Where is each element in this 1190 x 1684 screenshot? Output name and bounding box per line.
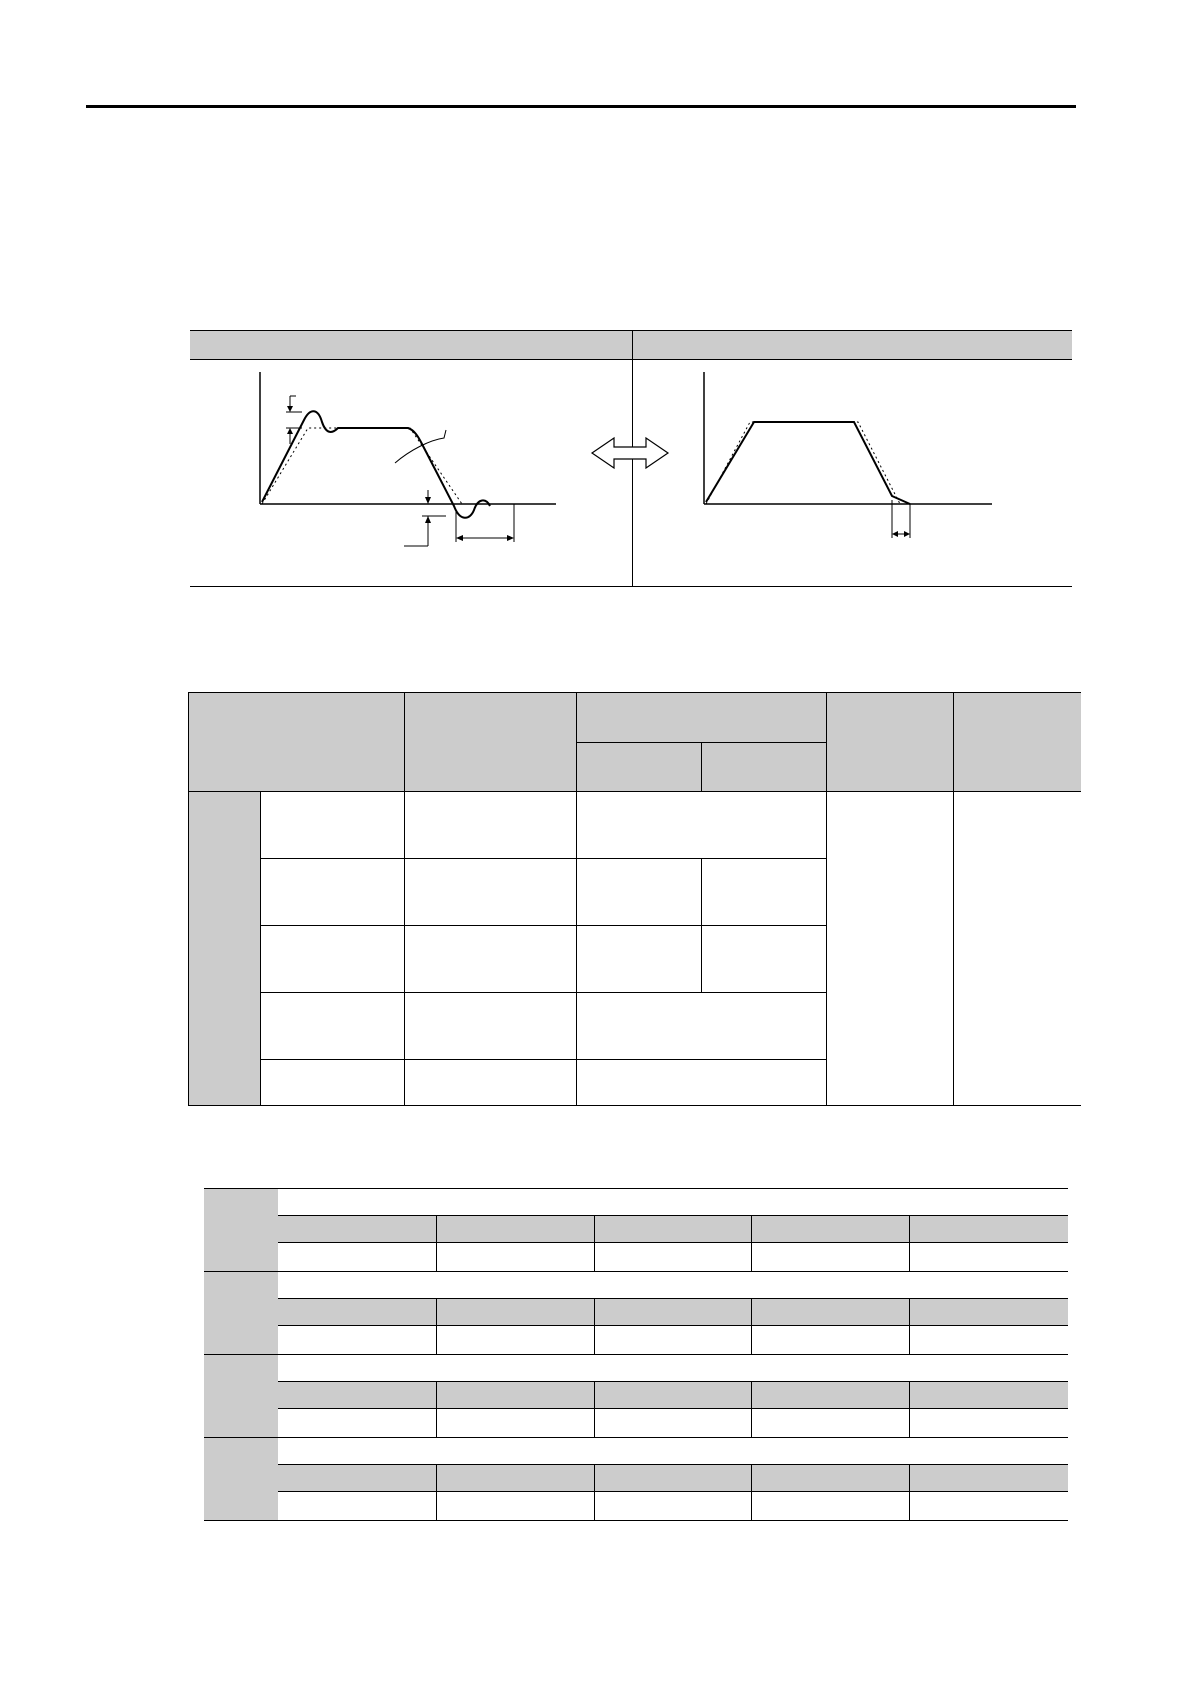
figure-table bbox=[190, 330, 1072, 590]
group-label bbox=[204, 1188, 278, 1272]
row-2-setting-b bbox=[702, 859, 827, 926]
parameter-group-3 bbox=[204, 1354, 1068, 1438]
header-reference bbox=[954, 693, 1081, 792]
header-rule bbox=[86, 105, 1076, 108]
group-label bbox=[204, 1271, 278, 1355]
overshoot-response-graph bbox=[190, 330, 632, 586]
row-3-setting-a bbox=[577, 926, 702, 993]
row-4-setting bbox=[577, 993, 827, 1060]
row-3-param bbox=[405, 926, 577, 993]
reference-curve bbox=[262, 428, 462, 504]
header-setting-b bbox=[702, 743, 827, 792]
row-1-param bbox=[405, 792, 577, 859]
parameter-group-1 bbox=[204, 1188, 1068, 1272]
parameter-group-2 bbox=[204, 1271, 1068, 1355]
header-parameter bbox=[405, 693, 577, 792]
comparison-table bbox=[188, 692, 1081, 1106]
row-2-setting-a bbox=[577, 859, 702, 926]
reference-curve bbox=[706, 422, 900, 504]
response-curve bbox=[706, 422, 910, 504]
row-3-setting-b bbox=[702, 926, 827, 993]
row-group-label bbox=[189, 792, 261, 1106]
group-column-headers bbox=[278, 1381, 1068, 1409]
header-category bbox=[827, 693, 954, 792]
header-item bbox=[189, 693, 405, 792]
reference-cell bbox=[954, 792, 1081, 1106]
row-2-name bbox=[261, 859, 405, 926]
group-column-headers bbox=[278, 1464, 1068, 1492]
row-5-name bbox=[261, 1060, 405, 1106]
smooth-response-graph bbox=[632, 330, 1072, 586]
row-3-name bbox=[261, 926, 405, 993]
group-column-headers bbox=[278, 1298, 1068, 1326]
header-setting-a bbox=[577, 743, 702, 792]
row-2-param bbox=[405, 859, 577, 926]
row-1-name bbox=[261, 792, 405, 859]
category-cell bbox=[827, 792, 954, 1106]
figure-bottom-rule bbox=[190, 586, 1072, 587]
row-5-param bbox=[405, 1060, 577, 1106]
parameter-group-4 bbox=[204, 1437, 1068, 1521]
group-label bbox=[204, 1354, 278, 1438]
row-1-setting bbox=[577, 792, 827, 859]
row-4-name bbox=[261, 993, 405, 1060]
group-values-row bbox=[278, 1520, 1068, 1521]
row-5-setting bbox=[577, 1060, 827, 1106]
group-label bbox=[204, 1437, 278, 1521]
response-curve bbox=[262, 411, 490, 518]
row-4-param bbox=[405, 993, 577, 1060]
header-setting bbox=[577, 693, 827, 743]
group-column-headers bbox=[278, 1215, 1068, 1243]
